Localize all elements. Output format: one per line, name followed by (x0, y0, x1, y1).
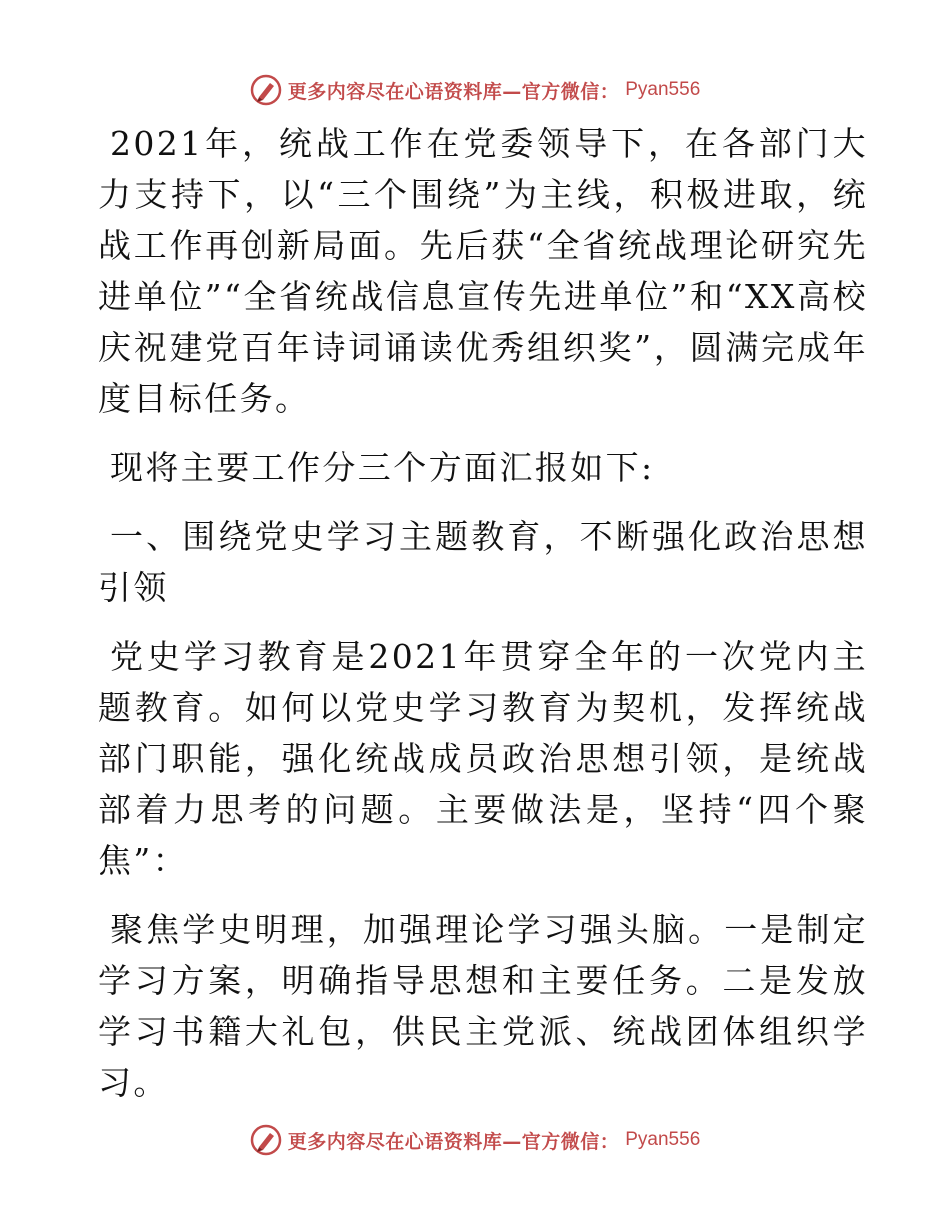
paragraph-intro: 2021年，统战工作在党委领导下，在各部门大力支持下，以“三个围绕”为主线，积极进取，统战工作再创新局面。先后获“全省统战理论研究先进单位”“全省统战信息宣传先进单位”和“XX高校庆祝建党百年诗词诵读优秀组织奖”，圆满完成年度目标任务。 (98, 124, 868, 418)
watermark-text-en: Pyan556 (625, 79, 701, 100)
paragraph-focus-1: 聚焦学史明理，加强理论学习强头脑。一是制定学习方案，明确指导思想和主要任务。二是发放学习书籍大礼包，供民主党派、统战团体组织学习。 (98, 910, 868, 1102)
document-body (98, 118, 868, 1126)
pen-logo-icon (250, 1124, 282, 1156)
watermark-header (0, 70, 950, 110)
pen-logo-icon (250, 74, 282, 106)
paragraph-summary-lead: 现将主要工作分三个方面汇报如下: (110, 448, 655, 487)
paragraph-party-history: 党史学习教育是2021年贯穿全年的一次党内主题教育。如何以党史学习教育为契机，发挥统战部门职能，强化统战成员政治思想引领，是统战部着力思考的问题。主要做法是，坚持“四个聚焦”： (98, 637, 868, 880)
watermark-text-cn: 更多内容尽在心语资料库—官方微信： (287, 1130, 620, 1153)
watermark-text-cn: 更多内容尽在心语资料库—官方微信： (287, 80, 620, 103)
watermark-footer (0, 1120, 950, 1160)
watermark-text-en: Pyan556 (625, 1129, 701, 1150)
section-heading-1: 一、围绕党史学习主题教育，不断强化政治思想引领 (98, 517, 868, 607)
